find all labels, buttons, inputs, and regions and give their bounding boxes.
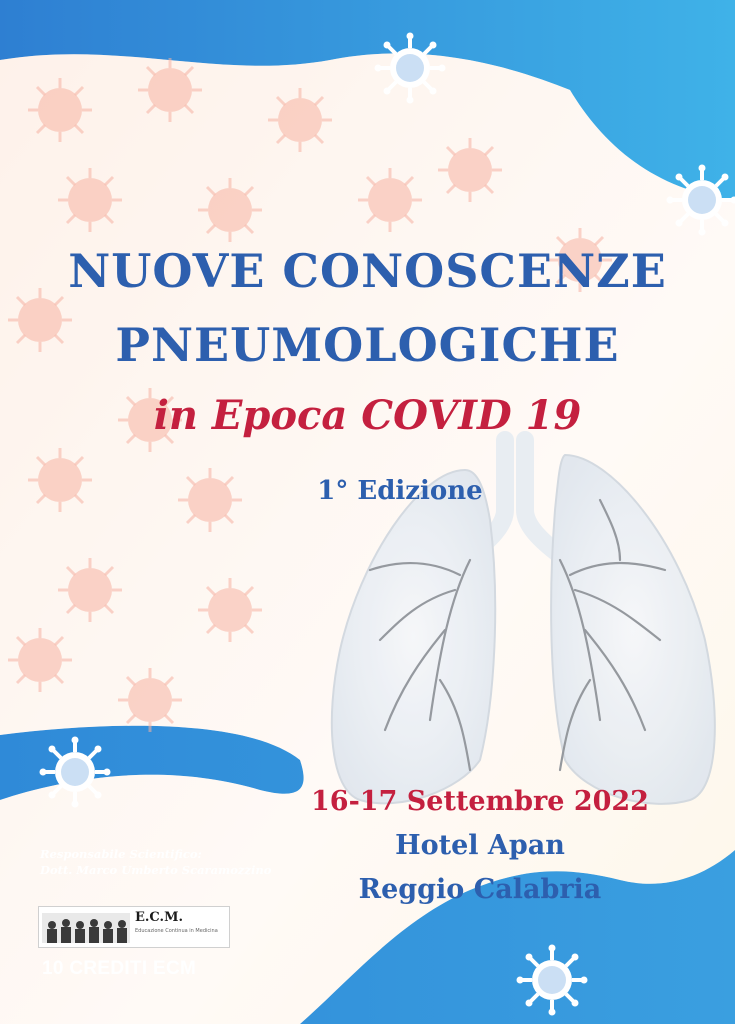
ecm-credits: 10 CREDITI ECM [42, 958, 197, 979]
people-photo-icon [42, 913, 130, 943]
responsible-label: Responsabile Scientifico: [40, 847, 202, 861]
virus-icon [40, 737, 111, 808]
virus-icon [375, 33, 446, 104]
edition-label: 1° Edizione [317, 476, 483, 506]
ecm-logo-title: E.C.M. [135, 910, 183, 925]
subtitle [0, 392, 735, 439]
title-line-1: NUOVE CONOSCENZE [68, 244, 667, 298]
ecm-logo [38, 906, 230, 948]
subtitle-prefix: in Epoca [153, 392, 348, 439]
event-date: 16-17 Settembre 2022 [311, 786, 649, 817]
responsible-name: Dott. Marco Umberto Scaramozzino [40, 863, 272, 877]
virus-icon [517, 945, 588, 1016]
subtitle-covid: COVID 19 [361, 392, 582, 439]
venue-city: Reggio Calabria [358, 874, 602, 905]
scientific-responsible [40, 846, 271, 878]
title-line-2: PNEUMOLOGICHE [115, 318, 620, 372]
virus-icon [667, 165, 735, 236]
ecm-logo-subtitle: Educazione Continua in Medicina [135, 928, 218, 934]
venue-hotel: Hotel Apan [395, 830, 565, 861]
